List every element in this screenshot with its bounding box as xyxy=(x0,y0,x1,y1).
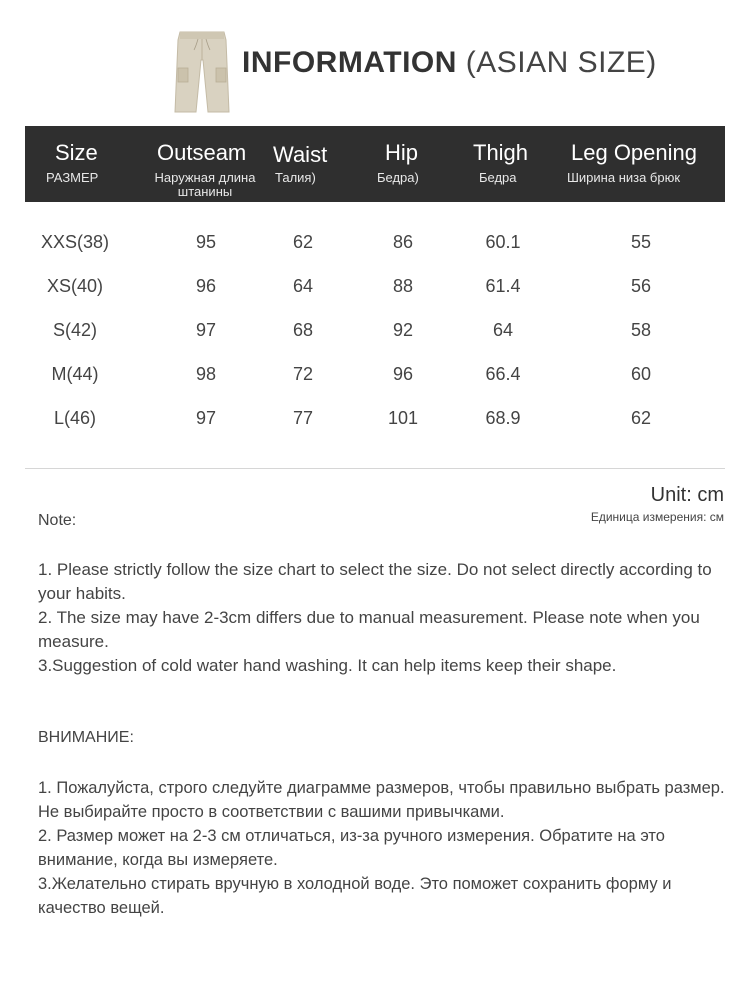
note-item-ru: 2. Размер может на 2-3 см отличаться, из-за ручного измерения. Обратите на это внимание, когда вы измеряете. xyxy=(38,827,665,869)
column-header-outseam: Outseam xyxy=(157,140,247,165)
cell-leg-opening: 55 xyxy=(630,232,652,252)
table-row xyxy=(25,276,725,320)
unit-label-ru: Единица измерения: см xyxy=(590,510,724,524)
column-header-waist: Waist xyxy=(273,142,328,167)
cell-hip: 92 xyxy=(392,320,414,340)
column-subheader-size: РАЗМЕР xyxy=(46,170,99,185)
column-subheader-thigh: Бедра xyxy=(479,170,517,185)
page-title xyxy=(242,46,657,80)
cell-waist: 68 xyxy=(292,320,314,340)
cell-size: S(42) xyxy=(52,320,98,340)
note-item-ru: 3.Желательно стирать вручную в холодной воде. Это поможет сохранить форму и качество вещей. xyxy=(38,875,672,917)
cell-outseam: 95 xyxy=(195,232,217,252)
cell-hip: 101 xyxy=(387,408,419,428)
column-header-size: Size xyxy=(55,140,98,165)
unit-label: Unit: cm xyxy=(650,484,724,506)
cell-size: XXS(38) xyxy=(40,232,110,252)
cell-hip: 96 xyxy=(392,364,414,384)
column-subheader-outseam: Наружная длина штанины xyxy=(154,170,256,199)
cell-thigh: 61.4 xyxy=(485,276,521,296)
header xyxy=(0,28,750,118)
note-item-ru: 1. Пожалуйста, строго следуйте диаграмме размеров, чтобы правильно выбрать размер. Не выбирайте просто в соответствии с вашими привычками. xyxy=(38,779,725,821)
cell-thigh: 60.1 xyxy=(485,232,521,252)
size-table-header xyxy=(25,126,725,202)
cell-waist: 62 xyxy=(292,232,314,252)
note-heading: Note: xyxy=(38,512,77,529)
cargo-pants-image xyxy=(174,30,230,114)
cell-size: XS(40) xyxy=(46,276,104,296)
title-sub: (ASIAN SIZE) xyxy=(465,46,657,79)
cell-leg-opening: 62 xyxy=(630,408,652,428)
table-row xyxy=(25,364,725,408)
cell-thigh: 64 xyxy=(492,320,514,340)
divider xyxy=(25,468,725,469)
cell-hip: 88 xyxy=(392,276,414,296)
table-row xyxy=(25,232,725,276)
column-header-thigh: Thigh xyxy=(473,140,529,165)
cell-outseam: 96 xyxy=(195,276,217,296)
column-subheader-leg-opening: Ширина низа брюк xyxy=(567,170,681,185)
cell-leg-opening: 58 xyxy=(630,320,652,340)
cell-hip: 86 xyxy=(392,232,414,252)
cell-size: M(44) xyxy=(51,364,99,384)
column-subheader-waist: Талия) xyxy=(275,170,316,185)
column-header-leg-opening: Leg Opening xyxy=(571,140,697,165)
note-item: 2. The size may have 2-3cm differs due to manual measurement. Please note when you measure. xyxy=(38,608,700,651)
cell-outseam: 98 xyxy=(195,364,217,384)
note-item: 1. Please strictly follow the size chart to select the size. Do not select directly according to your habits. xyxy=(38,560,712,603)
notes-english xyxy=(38,558,718,678)
note-item: 3.Suggestion of cold water hand washing. It can help items keep their shape. xyxy=(38,656,617,675)
cell-outseam: 97 xyxy=(195,408,217,428)
cell-waist: 77 xyxy=(292,408,314,428)
notes-russian xyxy=(38,776,728,920)
column-subheader-hip: Бедра) xyxy=(377,170,419,185)
cell-leg-opening: 60 xyxy=(630,364,652,384)
cell-size: L(46) xyxy=(53,408,97,428)
note-heading-ru: ВНИМАНИЕ: xyxy=(38,729,134,746)
cell-waist: 64 xyxy=(292,276,314,296)
cell-thigh: 68.9 xyxy=(485,408,521,428)
title-main: INFORMATION xyxy=(242,46,457,79)
table-row xyxy=(25,408,725,452)
table-row xyxy=(25,320,725,364)
cell-thigh: 66.4 xyxy=(485,364,521,384)
cell-leg-opening: 56 xyxy=(630,276,652,296)
cell-waist: 72 xyxy=(292,364,314,384)
cell-outseam: 97 xyxy=(195,320,217,340)
column-header-hip: Hip xyxy=(385,140,419,165)
